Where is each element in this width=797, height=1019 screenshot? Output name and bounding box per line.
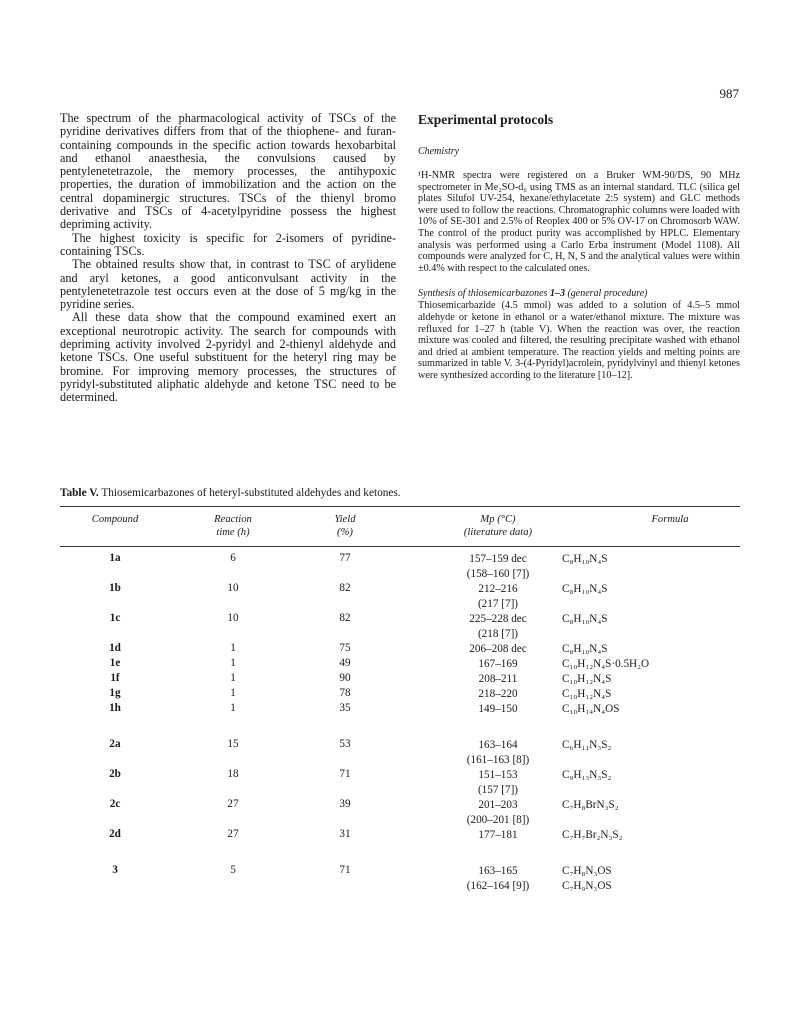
cell-formula — [562, 738, 740, 753]
cell-yield: 78 — [339, 687, 351, 699]
subsection-heading-synthesis — [418, 288, 740, 300]
header-reaction-time-line1: Reaction — [214, 514, 252, 525]
header-mp-line2: (literature data) — [463, 527, 533, 538]
cell-yield: 71 — [339, 768, 351, 780]
cell-yield: 49 — [339, 657, 351, 669]
cell-formula — [562, 642, 740, 657]
cell-yield: 75 — [339, 642, 351, 654]
table-label: Table V. — [60, 487, 99, 499]
cell-compound: 1g — [109, 687, 121, 699]
cell-reaction-time: 6 — [230, 552, 236, 564]
chemistry-paragraph: ¹H-NMR spectra were registered on a Bruker WM-90/DS, 90 MHz spectrometer in Me₂SO-d₆ using TMS as an internal standard. TLC (silica gel plates Silufol UV-254, hexane/ethylacetate 2:5 system) and GLC methods were used to follow the reactions. Chromatographic columns were loaded with 10% of SE-301 and 2.5% of Reoplex 400 or 5% OV-17 on Chromosorb WAW. The control of the product purity was accomplished by HPLC. Elementary analysis was performed using a Carlo Erba instrument (Model 1108). All compounds were analyzed for C, H, N, S and the analytical values were within ±0.4% with respect to the calculated ones. — [418, 170, 740, 274]
mp-line: 218–220 — [478, 688, 518, 700]
mp-line: 212–216 — [478, 583, 518, 595]
header-yield-line1: Yield — [334, 514, 356, 525]
mp-line: 167–169 — [478, 658, 518, 670]
formula-line: C₈H₁₀N₄S — [562, 553, 608, 565]
table-row — [60, 552, 740, 582]
cell-reaction-time: 27 — [227, 828, 239, 840]
cell-compound: 1e — [109, 657, 121, 669]
formula-line: C₁₀H₁₂N₄S·0.5H₂O — [562, 658, 650, 670]
cell-melting-point — [428, 738, 568, 768]
synthesis-paragraph: Thiosemicarbazide (4.5 mmol) was added to a solution of 4.5–5 mmol aldehyde or ketone in ethanol or a water/ethanol mixture. The mixture was refluxed for 1–27 h (table V). When the reaction was over, the reaction mixture was cooled and filtered, the resulting precipitate washed with ethanol and dried at ambient temperature. The reaction yields and melting points are summarized in table V. 3-(4-Pyridyl)acrolein, pyridylvinyl and thienyl ketones were synthesized according to the literature [10–12]. — [418, 300, 740, 381]
synthesis-heading-prefix: Synthesis of thiosemicarbazones — [418, 288, 550, 300]
table-header-rule — [60, 546, 740, 547]
cell-formula — [562, 798, 740, 813]
cell-yield: 82 — [339, 612, 351, 624]
cell-reaction-time: 1 — [230, 702, 236, 714]
table-row — [60, 672, 740, 687]
cell-compound: 2c — [109, 798, 121, 810]
cell-formula — [562, 687, 740, 702]
cell-compound: 2a — [109, 738, 121, 750]
page-number: 987 — [719, 86, 739, 101]
cell-formula — [562, 672, 740, 687]
mp-line: (157 [7]) — [477, 784, 519, 796]
table-caption-text: Thiosemicarbazones of heteryl-substituted aldehydes and ketones. — [98, 487, 401, 499]
mp-line: 163–165 — [478, 865, 518, 877]
cell-reaction-time: 27 — [227, 798, 239, 810]
mp-line: (161–163 [8]) — [466, 754, 530, 766]
cell-reaction-time: 1 — [230, 672, 236, 684]
cell-melting-point — [428, 642, 568, 657]
header-yield — [290, 513, 400, 539]
subsection-heading-chemistry: Chemistry — [418, 146, 460, 157]
table-caption — [60, 487, 740, 499]
table-row — [60, 582, 740, 612]
table-row — [60, 642, 740, 657]
mp-line: (218 [7]) — [477, 628, 519, 640]
cell-yield: 90 — [339, 672, 351, 684]
cell-reaction-time: 15 — [227, 738, 239, 750]
table-row — [60, 702, 740, 738]
mp-line: 208–211 — [478, 673, 518, 685]
formula-line: C₇H₇Br₂N₃S₂ — [562, 829, 623, 841]
paragraph: The spectrum of the pharmacological activity of TSCs of the pyridine derivatives differs from that of the thiophene- and furan-containing compounds in the specific action towards hexobarbital and ethanol anaesthesia, the convulsions caused by pentylenetetrazole, the memory processes, the antihypoxic properties, the duration of immobilization and the action on the central dopaminergic structures. TSCs of the thienyl bromo derivative and TSCs of 4-acetylpyridine possess the highest depriming activity. — [60, 111, 396, 232]
paragraph: All these data show that the compound examined exert an exceptional neurotropic activity. The search for compounds with depriming activity involved 2-pyridyl and 2-thienyl aldehyde and ketone TSCs. One useful substituent for the heteryl ring may be bromine. For improving memory processes, the structures of pyridyl-substituted aliphatic aldehyde and ketone TSC need to be determined. — [60, 310, 396, 405]
section-heading: Experimental protocols — [418, 112, 554, 127]
formula-line: C₇H₈BrN₃S₂ — [562, 799, 619, 811]
cell-compound: 2b — [109, 768, 121, 780]
cell-yield: 31 — [339, 828, 351, 840]
cell-formula — [562, 612, 740, 627]
table-row — [60, 864, 740, 894]
cell-melting-point — [428, 612, 568, 642]
cell-yield: 53 — [339, 738, 351, 750]
formula-line: C₇H₉N₃OS — [562, 880, 612, 892]
mp-line: 225–228 dec — [469, 613, 527, 625]
formula-line: C₇H₈N₃OS — [562, 865, 612, 877]
cell-compound: 1a — [109, 552, 121, 564]
cell-yield: 71 — [339, 864, 351, 876]
formula-line: C₆H₁₁N₃S₂ — [562, 739, 612, 751]
cell-formula — [562, 864, 740, 894]
cell-yield: 35 — [339, 702, 351, 714]
cell-compound: 2d — [109, 828, 121, 840]
cell-formula — [562, 828, 740, 843]
header-reaction-time-line2: time (h) — [216, 527, 250, 538]
table-top-rule — [60, 506, 740, 507]
table-row — [60, 798, 740, 828]
mp-line: (200–201 [8]) — [466, 814, 530, 826]
cell-yield: 82 — [339, 582, 351, 594]
formula-line: C₁₀H₁₂N₄S — [562, 688, 612, 700]
table-row — [60, 768, 740, 798]
mp-line: 163–164 — [478, 739, 518, 751]
paragraph: The highest toxicity is specific for 2-isomers of pyridine-containing TSCs. — [60, 230, 396, 258]
synthesis-heading-suffix: (general procedure) — [564, 288, 648, 300]
cell-compound: 1c — [109, 612, 121, 624]
formula-line: C₉H₁₃N₃S₂ — [562, 769, 612, 781]
cell-compound: 3 — [112, 864, 118, 876]
header-reaction-time — [178, 513, 288, 539]
cell-compound: 1d — [109, 642, 121, 654]
cell-formula — [562, 768, 740, 783]
formula-line: C₁₀H₁₂N₄S — [562, 673, 612, 685]
cell-melting-point — [428, 672, 568, 687]
cell-formula — [562, 582, 740, 597]
header-melting-point — [428, 513, 568, 539]
cell-compound: 1f — [110, 672, 120, 684]
cell-reaction-time: 1 — [230, 657, 236, 669]
left-column-text — [60, 112, 396, 405]
table-row — [60, 738, 740, 768]
cell-compound: 1h — [109, 702, 121, 714]
mp-line: 157–159 dec — [469, 553, 527, 565]
formula-line: C₈H₁₀N₄S — [562, 643, 608, 655]
cell-reaction-time: 18 — [227, 768, 239, 780]
cell-melting-point — [428, 828, 568, 843]
cell-melting-point — [428, 552, 568, 582]
table-row — [60, 687, 740, 702]
paragraph: The obtained results show that, in contrast to TSC of arylidene and aryl ketones, a good anticonvulsant activity in the pentylenetetrazole test occurs even at the dose of 5 mg/kg in the pyridine series. — [60, 257, 396, 312]
cell-melting-point — [428, 657, 568, 672]
cell-melting-point — [428, 768, 568, 798]
cell-formula — [562, 552, 740, 567]
table-body — [60, 552, 740, 894]
mp-line: 149–150 — [478, 703, 518, 715]
cell-reaction-time: 5 — [230, 864, 236, 876]
mp-line: 177–181 — [478, 829, 518, 841]
mp-line: 206–208 dec — [469, 643, 527, 655]
mp-line: 151–153 — [478, 769, 518, 781]
right-column-text — [418, 112, 740, 382]
cell-reaction-time: 1 — [230, 642, 236, 654]
header-formula: Formula — [651, 514, 689, 525]
cell-melting-point — [428, 798, 568, 828]
cell-melting-point — [428, 687, 568, 702]
cell-melting-point — [428, 582, 568, 612]
cell-formula — [562, 702, 740, 717]
cell-yield: 39 — [339, 798, 351, 810]
header-yield-line2: (%) — [337, 527, 353, 538]
table-row — [60, 657, 740, 672]
formula-line: C₁₀H₁₄N₄OS — [562, 703, 620, 715]
cell-melting-point — [428, 864, 568, 894]
cell-melting-point — [428, 702, 568, 717]
header-compound: Compound — [91, 514, 139, 525]
header-mp-line1: Mp (°C) — [480, 514, 516, 525]
formula-line: C₈H₁₀N₄S — [562, 583, 608, 595]
synthesis-heading-compounds: 1–3 — [549, 288, 565, 300]
cell-yield: 77 — [339, 552, 351, 564]
cell-reaction-time: 1 — [230, 687, 236, 699]
table-row — [60, 828, 740, 864]
cell-compound: 1b — [109, 582, 121, 594]
mp-line: (162–164 [9]) — [466, 880, 530, 892]
mp-line: 201–203 — [478, 799, 518, 811]
cell-reaction-time: 10 — [227, 612, 239, 624]
cell-reaction-time: 10 — [227, 582, 239, 594]
mp-line: (158–160 [7]) — [466, 568, 530, 580]
cell-formula — [562, 657, 740, 672]
formula-line: C₈H₁₀N₄S — [562, 613, 608, 625]
table-row — [60, 612, 740, 642]
mp-line: (217 [7]) — [477, 598, 519, 610]
